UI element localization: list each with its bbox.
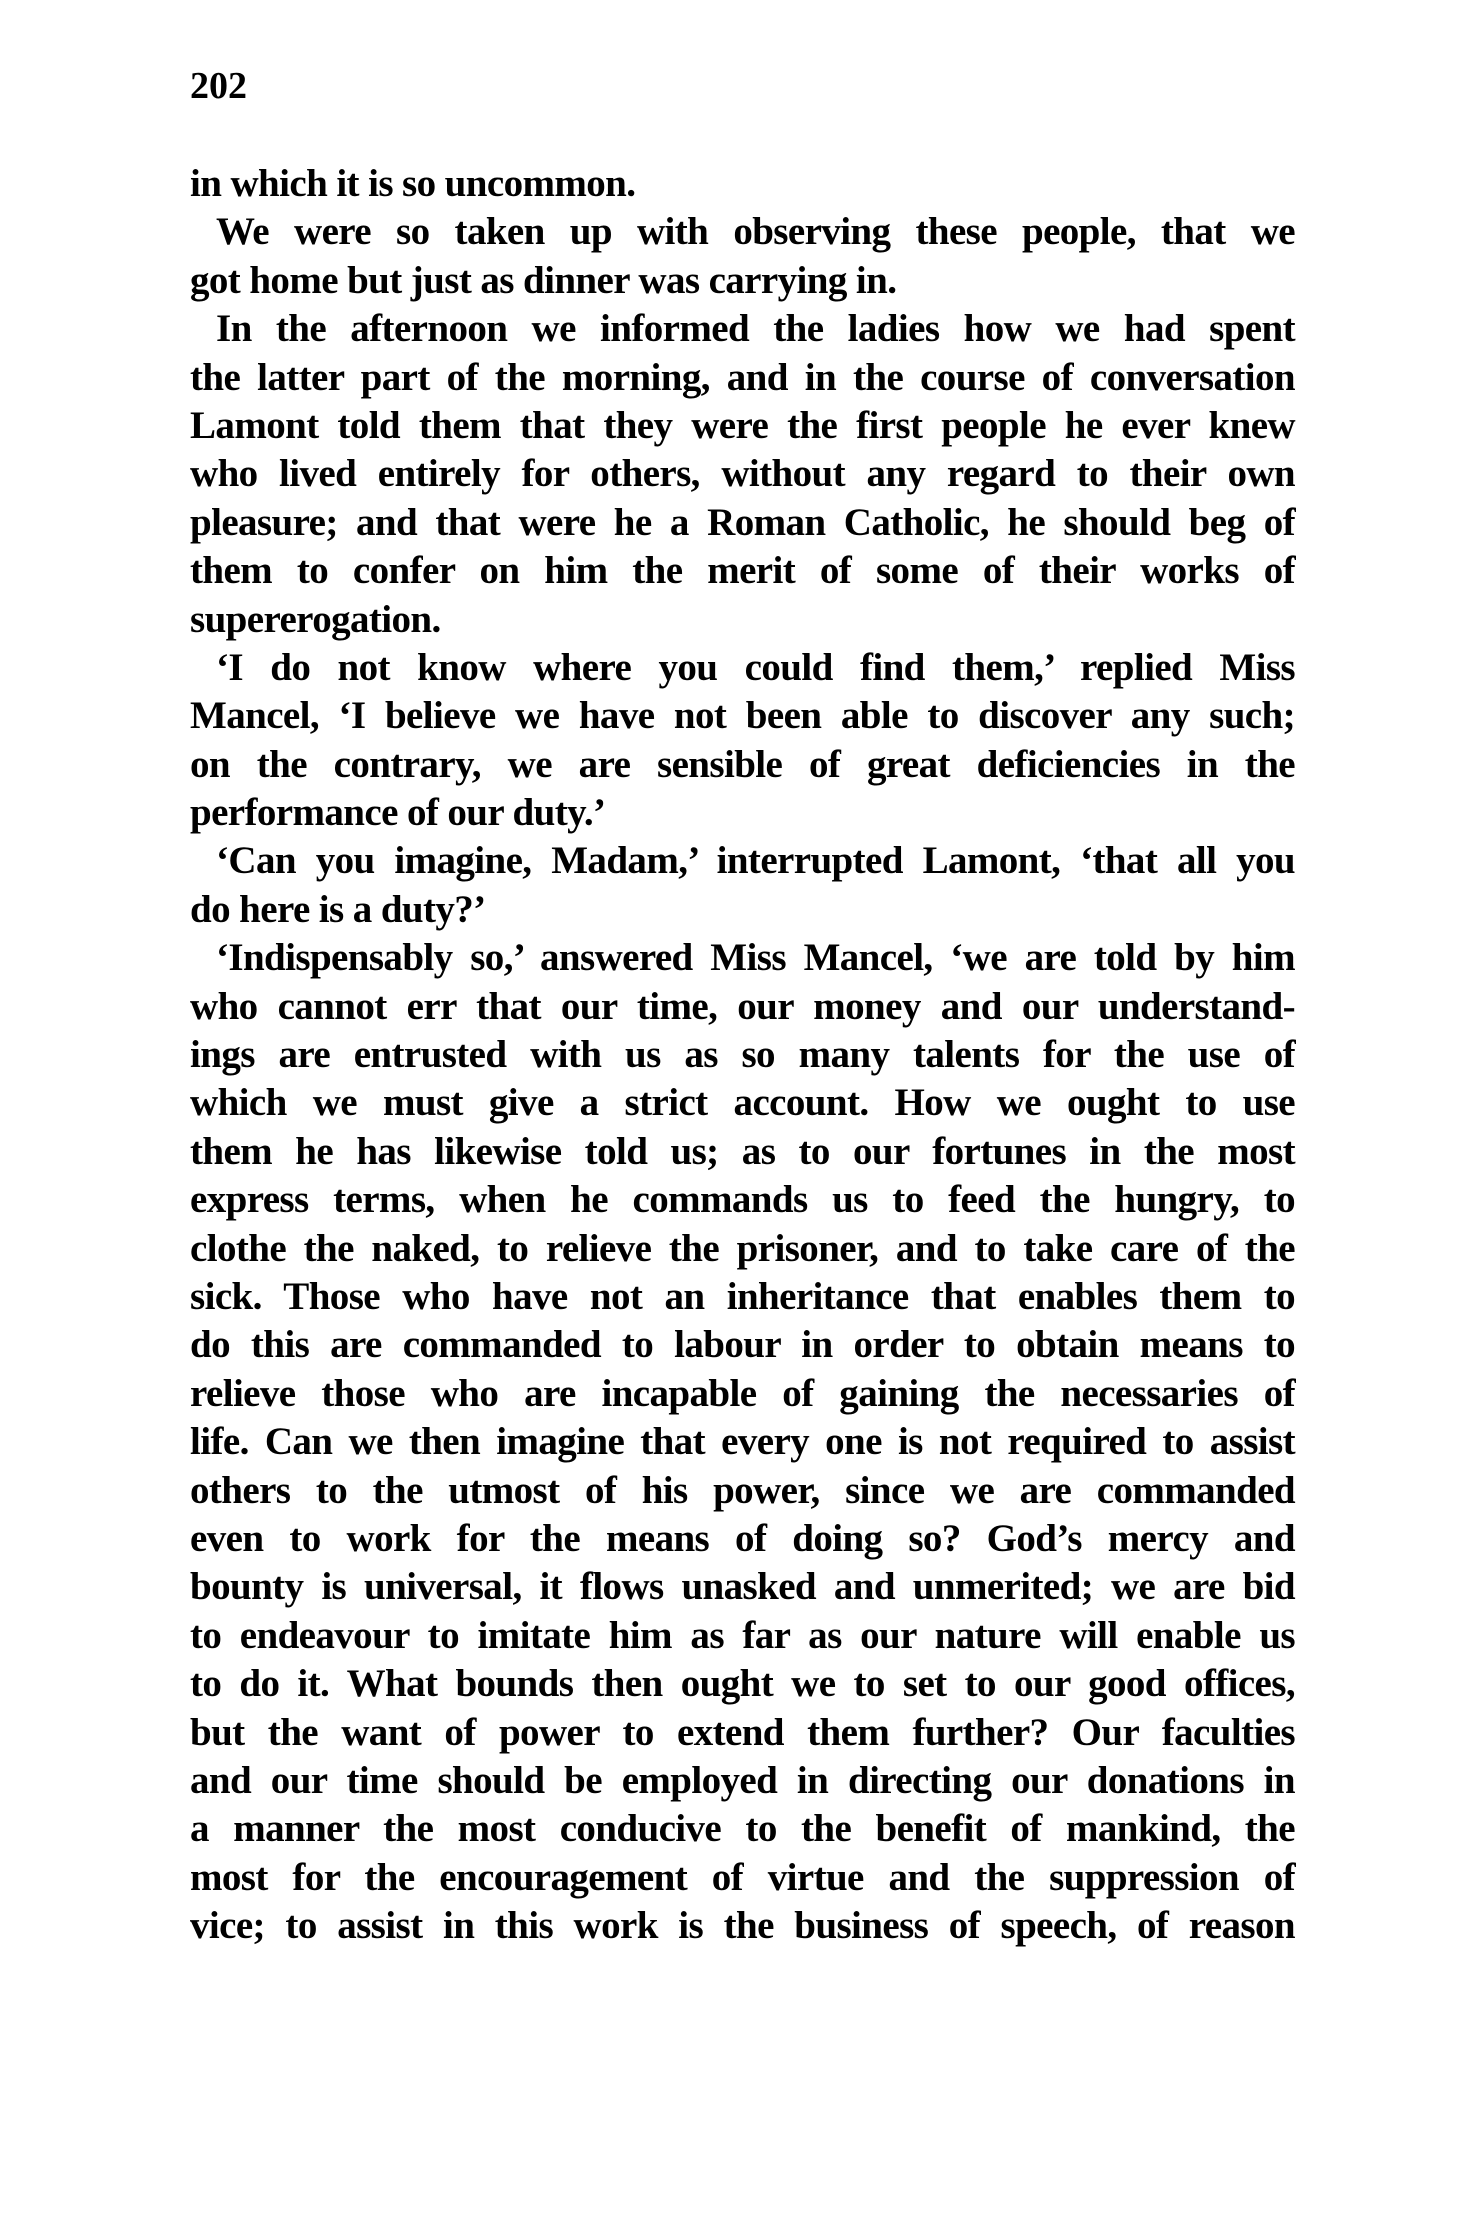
- text-line-content: ‘Can you imagine, Madam,’ interrupted Lamont, ‘that all you: [216, 839, 1295, 883]
- text-line-content: clothe the naked, to relieve the prisoner, and to take care of the: [190, 1226, 1295, 1270]
- text-line-content: to endeavour to imitate him as far as our nature will enable us: [190, 1613, 1295, 1657]
- text-line: [190, 1176, 1295, 1224]
- text-line: [190, 499, 1295, 547]
- text-line-content: the latter part of the morning, and in the course of conversation: [190, 355, 1295, 399]
- text-line: [190, 208, 1295, 256]
- text-line-content: even to work for the means of doing so? God’s mercy and: [190, 1516, 1295, 1560]
- text-line: [190, 1757, 1295, 1805]
- text-line: [190, 741, 1295, 789]
- text-line-content: them to confer on him the merit of some of their works of: [190, 549, 1295, 593]
- text-line-content: them he has likewise told us; as to our fortunes in the most: [190, 1129, 1295, 1173]
- text-line: [190, 1902, 1295, 1950]
- body-text: [190, 160, 1295, 1950]
- text-line: [190, 1467, 1295, 1515]
- text-line-content: ings are entrusted with us as so many talents for the use of: [190, 1033, 1295, 1077]
- text-line: [190, 934, 1295, 982]
- text-line: [190, 450, 1295, 498]
- text-line: [190, 1515, 1295, 1563]
- text-line: [190, 596, 1295, 644]
- text-line: [190, 257, 1295, 305]
- text-line: [190, 1225, 1295, 1273]
- text-line-content: We were so taken up with observing these people, that we: [216, 210, 1295, 254]
- text-line: [190, 160, 1295, 208]
- text-line-content: a manner the most conducive to the benefit of mankind, the: [190, 1807, 1295, 1851]
- text-line-content: performance of our duty.’: [190, 791, 606, 835]
- text-line: [190, 1031, 1295, 1079]
- text-line-content: express terms, when he commands us to feed the hungry, to: [190, 1178, 1295, 1222]
- text-line-content: relieve those who are incapable of gaining the necessaries of: [190, 1371, 1295, 1415]
- text-line: [190, 837, 1295, 885]
- page-number: 202: [190, 65, 247, 107]
- text-line-content: Mancel, ‘I believe we have not been able to discover any such;: [190, 694, 1295, 738]
- text-line: [190, 886, 1295, 934]
- text-line: [190, 1563, 1295, 1611]
- text-line: [190, 1321, 1295, 1369]
- text-line-content: but the want of power to extend them further? Our faculties: [190, 1710, 1295, 1754]
- text-line: [190, 402, 1295, 450]
- text-line-content: bounty is universal, it flows unasked and unmerited; we are bid: [190, 1565, 1295, 1609]
- text-line-content: sick. Those who have not an inheritance that enables them to: [190, 1274, 1295, 1318]
- text-line-content: and our time should be employed in directing our donations in: [190, 1758, 1295, 1802]
- text-line-content: ‘I do not know where you could find them,’ replied Miss: [216, 645, 1295, 689]
- text-line-content: ‘Indispensably so,’ answered Miss Mancel, ‘we are told by him: [216, 936, 1295, 980]
- text-line-content: others to the utmost of his power, since we are commanded: [190, 1468, 1295, 1512]
- text-line-content: pleasure; and that were he a Roman Catholic, he should beg of: [190, 500, 1295, 544]
- text-line-content: In the afternoon we informed the ladies how we had spent: [216, 307, 1295, 351]
- text-line: [190, 644, 1295, 692]
- text-line-content: do here is a duty?’: [190, 887, 486, 931]
- text-line: [190, 1079, 1295, 1127]
- text-line: [190, 1128, 1295, 1176]
- text-line-content: vice; to assist in this work is the business of speech, of reason: [190, 1904, 1295, 1948]
- text-line-content: who cannot err that our time, our money and our understand-: [190, 984, 1295, 1028]
- text-line: [190, 1805, 1295, 1853]
- text-line-content: to do it. What bounds then ought we to set to our good offices,: [190, 1662, 1295, 1706]
- text-line: [190, 1273, 1295, 1321]
- text-line: [190, 1660, 1295, 1708]
- text-line-content: life. Can we then imagine that every one is not required to assist: [190, 1420, 1295, 1464]
- text-line-content: got home but just as dinner was carrying in.: [190, 258, 897, 302]
- text-line-content: on the contrary, we are sensible of great deficiencies in the: [190, 742, 1295, 786]
- text-line: [190, 354, 1295, 402]
- text-line-content: in which it is so uncommon.: [190, 162, 636, 205]
- text-line: [190, 1709, 1295, 1757]
- text-line: [190, 1612, 1295, 1660]
- text-line: [190, 1370, 1295, 1418]
- text-line-content: Lamont told them that they were the first people he ever knew: [190, 403, 1295, 447]
- text-line-content: who lived entirely for others, without any regard to their own: [190, 452, 1295, 496]
- text-line: [190, 789, 1295, 837]
- text-line-content: do this are commanded to labour in order to obtain means to: [190, 1323, 1295, 1367]
- text-line-content: most for the encouragement of virtue and the suppression of: [190, 1855, 1295, 1899]
- text-line: [190, 1854, 1295, 1902]
- text-line: [190, 547, 1295, 595]
- text-line: [190, 983, 1295, 1031]
- text-line: [190, 1418, 1295, 1466]
- text-line-content: which we must give a strict account. How we ought to use: [190, 1081, 1295, 1125]
- text-line: [190, 305, 1295, 353]
- text-line: [190, 692, 1295, 740]
- text-line-content: supererogation.: [190, 597, 441, 641]
